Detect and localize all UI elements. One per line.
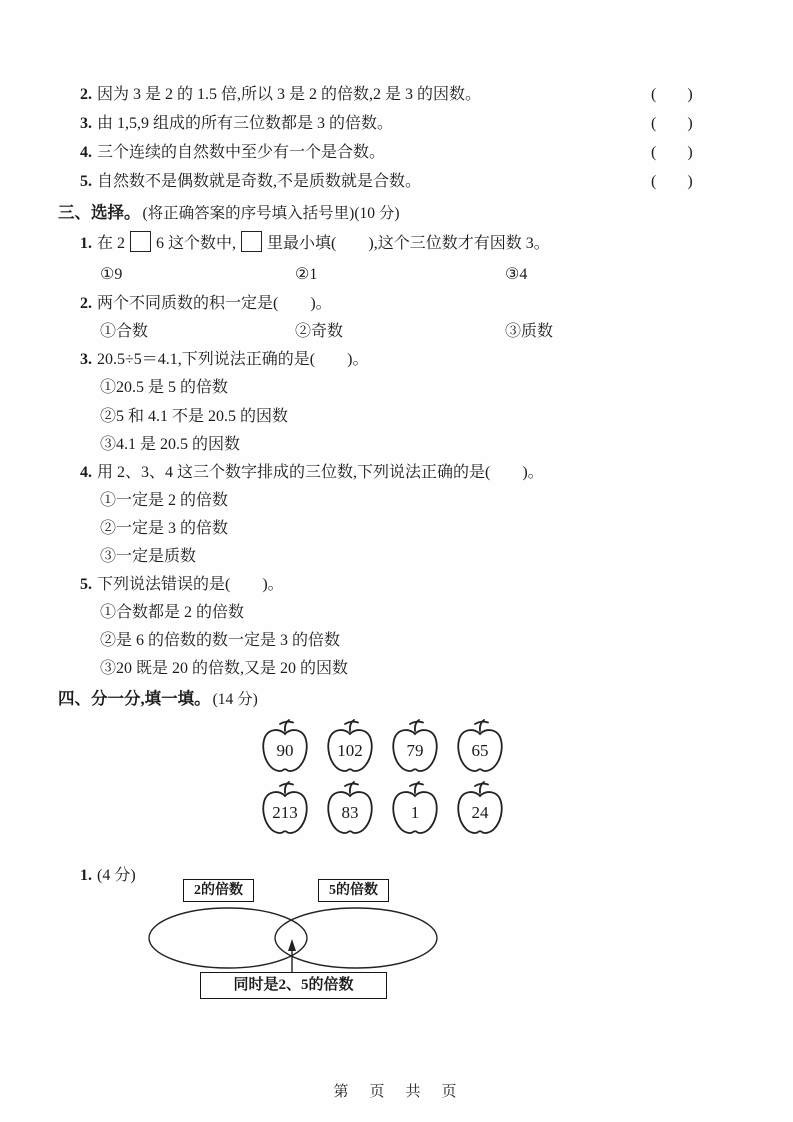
page-footer: 第 页 共 页 [333,1084,460,1100]
section-note: (14 分) [212,691,258,708]
option-2: ②是 6 的倍数的数一定是 3 的倍数 [100,632,341,649]
judge-item [80,85,740,105]
apple-number: 83 [341,803,359,822]
choice-question-5 [80,575,760,595]
apple-number: 102 [337,741,363,760]
apple-row-1 [257,718,508,776]
judge-item [80,172,740,192]
option-3: ③20 既是 20 的倍数,又是 20 的因数 [100,660,349,677]
question-text: 用 2、3、4 这三个数字排成的三位数,下列说法正确的是( )。 [97,464,544,481]
judge-item-number: 5. [80,173,92,190]
question-number: 3. [80,351,92,368]
question-number: 2. [80,295,92,312]
apple [387,780,443,838]
choice-q2-options [80,322,760,342]
apple [322,780,378,838]
blank-box [241,231,262,252]
judge-item-number: 4. [80,144,92,161]
section-title: 四、分一分,填一填。 [58,689,211,708]
subquestion-1-label [80,866,136,886]
choice-question-1 [80,231,760,254]
option-1: ①合数 [100,323,149,340]
question-text: 两个不同质数的积一定是( )。 [97,295,332,312]
choice-question-4 [80,463,760,483]
option-2: ②一定是 3 的倍数 [100,520,229,537]
option-1: ①9 [100,266,123,283]
venn-right-label: 5的倍数 [318,879,389,902]
option-2: ②5 和 4.1 不是 20.5 的因数 [100,408,289,425]
answer-bracket: ( ) [651,173,694,190]
apple-number: 65 [471,741,489,760]
apple [257,780,313,838]
option-3: ③一定是质数 [100,548,197,565]
apple [322,718,378,776]
question-number: 5. [80,576,92,593]
judge-item-text: 因为 3 是 2 的 1.5 倍,所以 3 是 2 的倍数,2 是 3 的因数。 [97,86,482,103]
judge-item-text: 由 1,5,9 组成的所有三位数都是 3 的倍数。 [97,115,394,132]
question-number: 1. [80,867,92,884]
section-heading-sort [58,689,258,710]
apple [452,718,508,776]
section-title: 三、选择。 [58,203,141,222]
option-3: ③质数 [505,323,554,340]
apple-number: 1 [410,803,420,822]
option-3: ③4.1 是 20.5 的因数 [100,436,241,453]
answer-bracket: ( ) [651,144,694,161]
choice-q1-options [80,265,760,285]
question-number: 4. [80,464,92,481]
judge-item-number: 3. [80,115,92,132]
question-number: 1. [80,235,92,252]
venn-right-ellipse [275,908,437,968]
question-text: 6 这个数中, [156,235,237,252]
blank-box [130,231,151,252]
venn-arrow-head [288,939,296,951]
apple [257,718,313,776]
apple-number: 24 [471,803,489,822]
apple [452,780,508,838]
section-heading-choice [58,203,400,224]
question-text: 20.5÷5＝4.1,下列说法正确的是( )。 [97,351,369,368]
venn-left-ellipse [149,908,307,968]
answer-bracket: ( ) [651,86,694,103]
apple [387,718,443,776]
venn-left-label: 2的倍数 [183,879,254,902]
question-text: 下列说法错误的是( )。 [97,576,284,593]
option-2: ②1 [295,266,318,283]
apple-row-2 [257,780,508,838]
judge-item-text: 自然数不是偶数就是奇数,不是质数就是合数。 [97,173,422,190]
judge-item [80,143,740,163]
apple-number: 79 [406,741,424,760]
option-1: ①一定是 2 的倍数 [100,492,229,509]
option-3: ③4 [505,266,528,283]
question-text: 在 2 [97,235,126,252]
points-note: (4 分) [97,867,136,884]
option-2: ②奇数 [295,323,344,340]
judge-item-number: 2. [80,86,92,103]
question-text: 里最小填( ),这个三位数才有因数 3。 [267,235,550,252]
apple-number: 90 [276,741,294,760]
venn-bottom-label: 同时是2、5的倍数 [200,972,387,999]
apple-number: 213 [272,803,298,822]
choice-question-3 [80,350,760,370]
judge-item-text: 三个连续的自然数中至少有一个是合数。 [97,144,386,161]
judge-item [80,114,740,134]
option-1: ①20.5 是 5 的倍数 [100,379,229,396]
option-1: ①合数都是 2 的倍数 [100,604,245,621]
section-note: (将正确答案的序号填入括号里)(10 分) [142,205,400,222]
answer-bracket: ( ) [651,115,694,132]
choice-question-2 [80,294,760,314]
